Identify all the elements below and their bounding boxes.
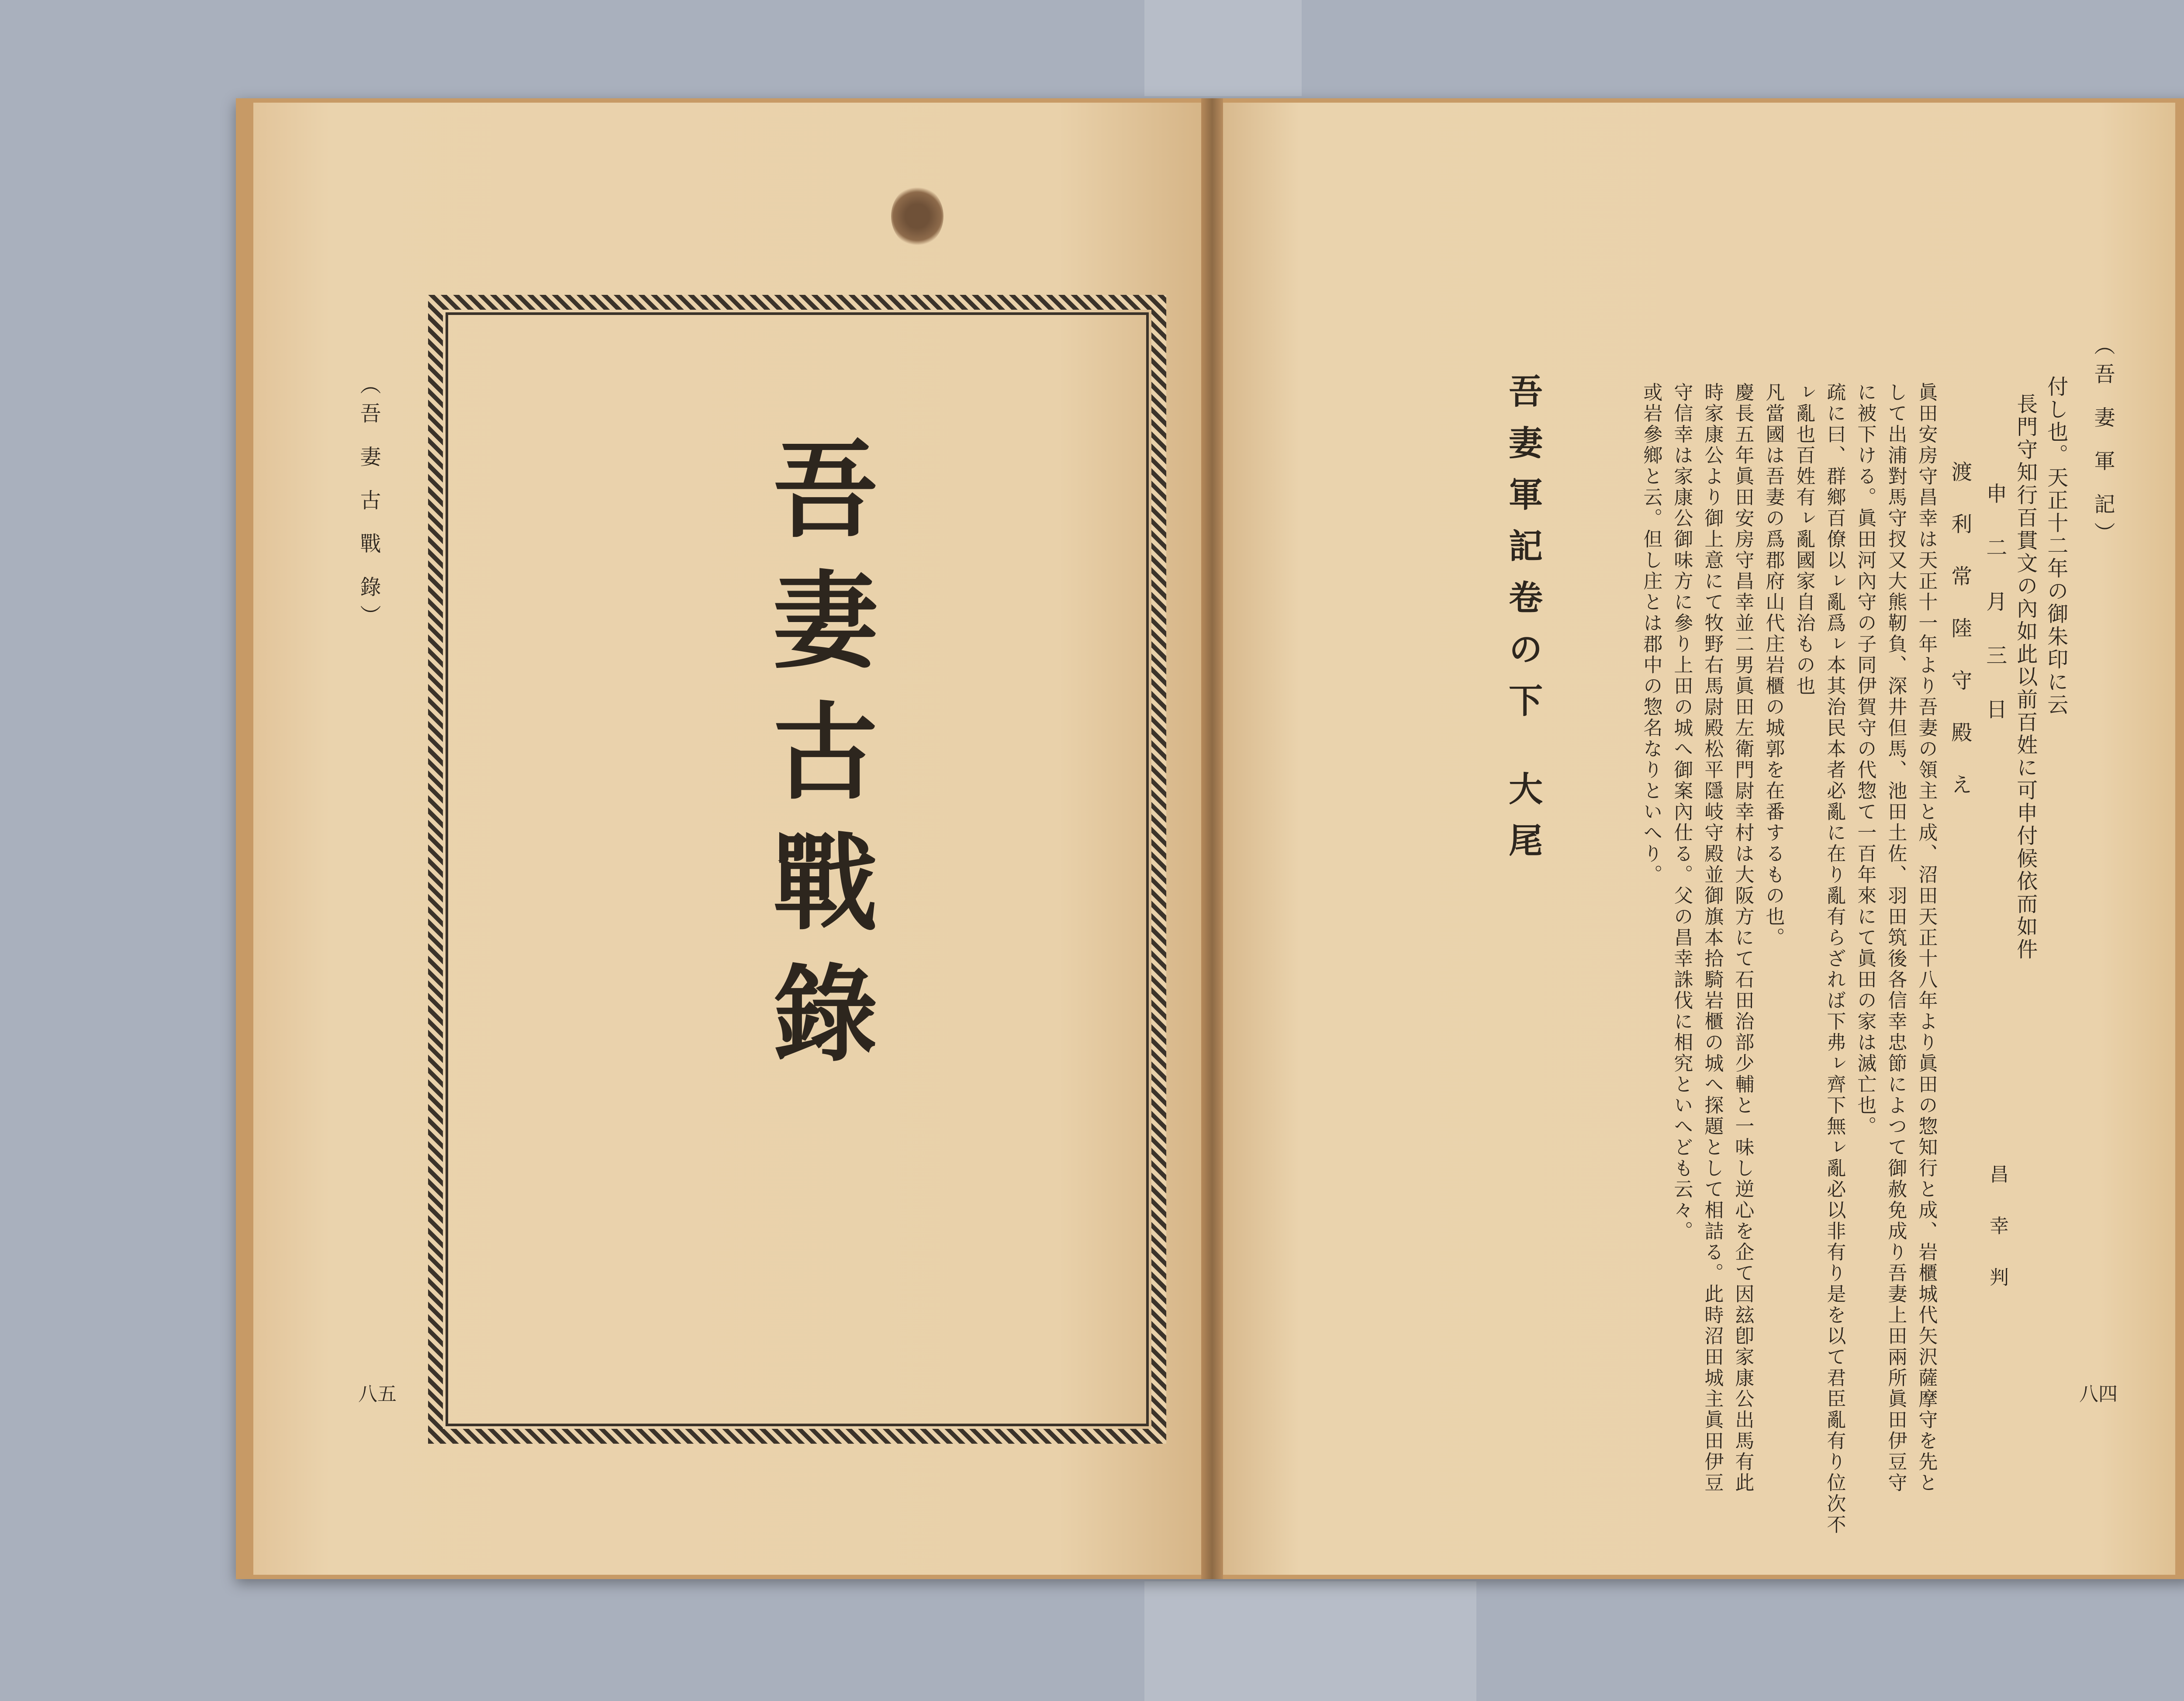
text-column-4: 渡 利 常 陸 守 殿 え (1947, 461, 1972, 807)
text-column-8: 疏に曰、群鄉百僚以ㇾ亂爲ㇾ本其治民本者必亂に在り亂有らざれば下弗ㇾ齊下無ㇾ亂必以非有り是を以て君臣亂有り位次不 (1823, 382, 1846, 1535)
running-head-left: （吾 妻 古 戰 錄） (356, 373, 381, 634)
signature: 昌 幸 判 (1986, 1164, 2008, 1300)
text-column-7: に被下ける。眞田河內守の子同伊賀守の代惣て一百年來にて眞田の家は滅亡也。 (1854, 382, 1876, 1137)
text-column-1: 付し也。天正十二年の御朱印に云 (2043, 376, 2068, 716)
text-column-13: 守信幸は家康公御味方に參り上田の城へ御案內仕る。父の昌幸誅伐に相究といへども云々。 (1670, 382, 1693, 1242)
text-column-3: 申 二 月 三 日 (1982, 483, 2007, 733)
book-gutter (1201, 98, 1223, 1579)
background-strip (1144, 1581, 1476, 1701)
book-title: 吾妻古戰錄 (755, 435, 878, 1090)
text-column-14: 或岩參鄉と云。但し庄とは郡中の惣名なりといへり。 (1640, 382, 1662, 885)
open-book (236, 98, 2184, 1579)
folio-left: 八五 (358, 1383, 397, 1405)
running-head-right: （吾 妻 軍 記） (2091, 334, 2115, 551)
left-page (253, 103, 1201, 1575)
text-column-10: 凡當國は吾妻の爲郡府山代庄岩櫃の城郭を在番するもの也。 (1762, 382, 1785, 948)
text-column-2: 長門守知行百貫文の內如此以前百姓に可申付候依而如件 (2013, 393, 2038, 961)
author-name: 大尾 (1503, 771, 1543, 874)
text-column-6: して出浦對馬守扠又大熊靭負、深井但馬、池田土佐、羽田筑後各信幸忠節によつて御赦免成り吾妻上田兩所眞田伊豆守 (1884, 382, 1907, 1494)
chapter-title: 吾妻軍記卷の下 (1503, 373, 1543, 734)
text-column-12: 時家康公より御上意にて牧野右馬尉殿松平隱岐守殿並御旗本拾騎岩櫃の城へ探題として相詰る。此時沼田城主眞田伊豆 (1701, 382, 1724, 1494)
background-strip (1144, 0, 1302, 96)
text-column-5: 眞田安房守昌幸は天正十一年より吾妻の領主と成、沼田天正十八年より眞田の惣知行と成、岩櫃城代矢沢薩摩守を先と (1915, 382, 1938, 1494)
binding-hole (891, 186, 943, 247)
right-page (1223, 103, 2175, 1575)
text-column-11: 慶長五年眞田安房守昌幸並二男眞田左衛門尉幸村は大阪方にて石田治部少輔と一味し逆心を企て因玆卽家康公出馬有此 (1731, 382, 1754, 1494)
text-column-9: ㇾ亂也百姓有ㇾ亂國家自治もの也 (1793, 382, 1815, 697)
folio-right: 八四 (2079, 1383, 2118, 1405)
